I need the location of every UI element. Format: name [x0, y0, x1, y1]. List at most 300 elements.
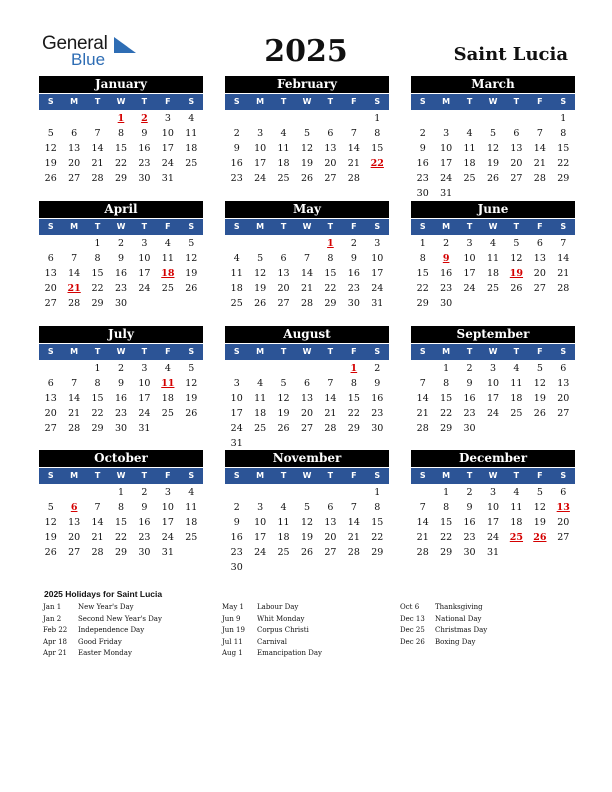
- weekday-label: M: [442, 222, 451, 231]
- holiday-column: [43, 602, 162, 660]
- month-name: October: [39, 450, 203, 467]
- day-cell: 5: [47, 128, 54, 139]
- day-cell: 24: [440, 173, 453, 184]
- day-cell: 1: [374, 113, 381, 124]
- month-name: June: [411, 201, 575, 218]
- day-cell: 26: [277, 423, 290, 434]
- day-cell: 28: [347, 547, 360, 558]
- day-cell: 19: [533, 517, 546, 528]
- day-cell: 29: [114, 547, 128, 558]
- day-cell: 23: [463, 532, 476, 543]
- day-cell: 26: [510, 283, 523, 294]
- day-cell: 23: [138, 158, 151, 169]
- day-cell: 2: [350, 238, 357, 249]
- day-cell: 25: [277, 547, 290, 558]
- day-cell: 10: [371, 253, 384, 264]
- day-cell: 18: [161, 393, 174, 404]
- day-cell: 11: [510, 378, 523, 389]
- day-cell: 23: [138, 532, 151, 543]
- day-cell: 7: [71, 378, 78, 389]
- day-grid: [411, 236, 575, 311]
- month-february: [225, 76, 389, 186]
- day-cell: 6: [513, 128, 520, 139]
- weekday-label: T: [280, 97, 287, 106]
- month-name: September: [411, 326, 575, 343]
- day-cell: 17: [486, 393, 500, 404]
- weekday-label: T: [513, 471, 520, 480]
- empty-cell: [272, 485, 295, 500]
- weekday-label: W: [116, 471, 126, 480]
- holiday-name: Second New Year's Day: [78, 614, 162, 623]
- holiday-name: Good Friday: [78, 637, 122, 646]
- day-cell: 12: [185, 253, 198, 264]
- holiday-date: Dec 26: [400, 637, 425, 646]
- weekday-label: F: [351, 347, 357, 356]
- empty-cell: [225, 485, 248, 500]
- day-cell: 27: [277, 298, 290, 309]
- day-cell: 15: [371, 517, 384, 528]
- holiday-row: [222, 637, 322, 649]
- empty-cell: [481, 111, 504, 126]
- day-cell: 24: [254, 173, 267, 184]
- day-cell: 9: [419, 143, 426, 154]
- day-cell: 4: [188, 487, 195, 498]
- day-cell: 5: [513, 238, 520, 249]
- day-cell: 7: [303, 253, 311, 264]
- day-cell: 8: [117, 128, 125, 139]
- month-december: [411, 450, 575, 560]
- day-cell: 28: [557, 283, 570, 294]
- day-cell: 2: [419, 128, 426, 139]
- day-cell: 9: [141, 502, 148, 513]
- day-cell: 17: [138, 393, 151, 404]
- day-cell: 21: [416, 532, 429, 543]
- weekday-label: T: [141, 222, 148, 231]
- day-cell: 8: [374, 128, 381, 139]
- weekday-label: M: [70, 222, 79, 231]
- day-cell: 15: [114, 143, 128, 154]
- empty-cell: [411, 361, 434, 376]
- holiday-date: Feb 22: [43, 626, 68, 634]
- day-cell: 6: [71, 128, 78, 139]
- weekday-label: T: [466, 97, 473, 106]
- day-cell: 13: [44, 393, 57, 404]
- weekday-label: S: [419, 347, 426, 356]
- day-cell: 12: [185, 378, 198, 389]
- day-cell: 2: [117, 238, 125, 249]
- day-cell: 5: [489, 128, 497, 139]
- holiday-column: [222, 602, 322, 660]
- day-cell: 25: [277, 173, 290, 184]
- holiday-date: Dec 25: [400, 626, 425, 634]
- weekday-label: S: [560, 471, 567, 480]
- day-cell: 13: [68, 517, 81, 528]
- holiday-date: Oct 6: [400, 603, 420, 611]
- weekday-label: T: [280, 347, 287, 356]
- day-cell: 19: [254, 283, 267, 294]
- empty-cell: [39, 236, 62, 251]
- holiday-date: Dec 13: [400, 614, 425, 623]
- weekday-header: [411, 344, 575, 360]
- day-cell: 24: [161, 532, 174, 543]
- weekday-label: F: [351, 97, 357, 106]
- weekday-label: F: [165, 222, 171, 231]
- day-cell: 20: [324, 532, 337, 543]
- day-cell: 12: [277, 393, 290, 404]
- day-cell: 18: [510, 393, 523, 404]
- day-cell: 5: [257, 253, 264, 264]
- weekday-label: T: [513, 97, 520, 106]
- day-cell: 15: [347, 393, 360, 404]
- day-cell: 6: [560, 363, 567, 374]
- day-cell: 9: [233, 143, 240, 154]
- holiday-row: [222, 602, 322, 614]
- weekday-label: S: [560, 347, 567, 356]
- month-name: April: [39, 201, 203, 218]
- day-cell: 26: [254, 298, 267, 309]
- empty-cell: [319, 361, 342, 376]
- day-cell: 28: [91, 173, 104, 184]
- day-cell: 8: [443, 502, 450, 513]
- day-cell: 5: [188, 238, 195, 249]
- day-cell: 17: [138, 268, 151, 279]
- empty-cell: [272, 236, 295, 251]
- month-name: January: [39, 76, 203, 93]
- holiday-date: May 1: [222, 603, 244, 611]
- day-cell: 28: [300, 298, 314, 309]
- holiday-name: National Day: [435, 614, 482, 623]
- weekday-label: M: [70, 347, 79, 356]
- day-cell: 26: [185, 283, 198, 294]
- holiday-day-cell: 26: [533, 532, 547, 543]
- holiday-column: [400, 602, 487, 648]
- weekday-label: W: [302, 471, 312, 480]
- month-name: December: [411, 450, 575, 467]
- weekday-label: W: [302, 97, 312, 106]
- empty-cell: [342, 485, 365, 500]
- day-cell: 12: [533, 378, 546, 389]
- holiday-row: [43, 625, 162, 637]
- day-cell: 21: [347, 158, 360, 169]
- day-cell: 4: [513, 487, 520, 498]
- day-cell: 15: [440, 393, 453, 404]
- day-cell: 1: [94, 238, 101, 249]
- day-cell: 18: [277, 532, 290, 543]
- holiday-name: Emancipation Day: [257, 649, 322, 657]
- weekday-label: T: [327, 347, 334, 356]
- day-cell: 7: [327, 378, 334, 389]
- day-cell: 22: [371, 532, 384, 543]
- weekday-label: T: [94, 347, 101, 356]
- holiday-day-cell: 2: [141, 113, 148, 124]
- weekday-label: T: [466, 347, 473, 356]
- day-cell: 18: [185, 143, 198, 154]
- holiday-day-cell: 11: [161, 378, 175, 389]
- day-cell: 25: [463, 173, 476, 184]
- weekday-label: S: [560, 222, 567, 231]
- day-cell: 23: [416, 173, 429, 184]
- holiday-row: [43, 648, 162, 660]
- day-cell: 20: [324, 158, 337, 169]
- weekday-label: F: [165, 97, 171, 106]
- day-cell: 15: [416, 268, 429, 279]
- holiday-day-cell: 1: [327, 238, 334, 249]
- day-cell: 15: [324, 268, 337, 279]
- day-cell: 10: [486, 502, 500, 513]
- day-cell: 14: [347, 517, 360, 528]
- day-cell: 5: [303, 502, 311, 513]
- day-cell: 12: [510, 253, 523, 264]
- holiday-row: [400, 625, 487, 637]
- day-cell: 14: [68, 268, 81, 279]
- day-cell: 28: [347, 173, 360, 184]
- empty-cell: [225, 236, 248, 251]
- day-cell: 5: [536, 363, 543, 374]
- day-cell: 14: [68, 393, 81, 404]
- weekday-header: [225, 344, 389, 360]
- day-cell: 19: [44, 158, 57, 169]
- day-grid: [39, 236, 203, 311]
- weekday-label: W: [302, 347, 312, 356]
- day-cell: 21: [533, 158, 546, 169]
- day-cell: 8: [374, 502, 381, 513]
- day-cell: 10: [138, 253, 151, 264]
- day-cell: 9: [466, 378, 473, 389]
- day-cell: 3: [233, 378, 240, 389]
- day-cell: 9: [374, 378, 381, 389]
- day-cell: 17: [254, 532, 267, 543]
- day-cell: 3: [257, 502, 264, 513]
- holiday-name: Christmas Day: [435, 626, 488, 634]
- holiday-date: Jun 19: [222, 626, 245, 634]
- empty-cell: [62, 361, 85, 376]
- day-cell: 22: [416, 283, 429, 294]
- weekday-header: [39, 94, 203, 110]
- day-cell: 25: [161, 283, 174, 294]
- day-cell: 17: [161, 143, 174, 154]
- day-cell: 17: [161, 517, 174, 528]
- day-cell: 27: [44, 298, 57, 309]
- day-cell: 12: [486, 143, 500, 154]
- month-august: [225, 326, 389, 451]
- day-cell: 3: [374, 238, 381, 249]
- weekday-header: [39, 219, 203, 235]
- day-cell: 30: [347, 298, 360, 309]
- day-cell: 24: [486, 532, 500, 543]
- weekday-label: F: [351, 222, 357, 231]
- day-cell: 31: [138, 423, 151, 434]
- day-cell: 5: [280, 378, 287, 389]
- day-cell: 14: [416, 517, 429, 528]
- weekday-label: M: [256, 347, 265, 356]
- weekday-label: T: [94, 97, 101, 106]
- weekday-label: M: [256, 222, 265, 231]
- month-november: [225, 450, 389, 575]
- empty-cell: [295, 236, 318, 251]
- day-cell: 7: [71, 253, 78, 264]
- day-cell: 24: [230, 423, 243, 434]
- empty-cell: [458, 111, 481, 126]
- weekday-label: T: [513, 347, 520, 356]
- day-cell: 3: [489, 487, 497, 498]
- weekday-label: M: [442, 471, 451, 480]
- holiday-date: Jan 2: [43, 614, 62, 623]
- day-grid: [39, 111, 203, 186]
- day-cell: 1: [443, 487, 450, 498]
- weekday-label: T: [466, 222, 473, 231]
- day-cell: 14: [91, 517, 104, 528]
- day-cell: 17: [254, 158, 267, 169]
- weekday-label: W: [116, 97, 126, 106]
- day-cell: 14: [324, 393, 337, 404]
- month-name: August: [225, 326, 389, 343]
- day-cell: 20: [44, 283, 57, 294]
- day-cell: 24: [486, 408, 500, 419]
- day-cell: 24: [463, 283, 476, 294]
- day-cell: 13: [510, 143, 523, 154]
- day-cell: 30: [440, 298, 453, 309]
- day-cell: 12: [533, 502, 546, 513]
- day-cell: 6: [536, 238, 543, 249]
- empty-cell: [434, 111, 457, 126]
- day-cell: 10: [138, 378, 151, 389]
- month-name: July: [39, 326, 203, 343]
- day-cell: 23: [463, 408, 476, 419]
- day-cell: 26: [300, 173, 314, 184]
- day-cell: 27: [44, 423, 57, 434]
- month-september: [411, 326, 575, 436]
- holiday-day-cell: 9: [442, 253, 450, 264]
- day-cell: 1: [94, 363, 101, 374]
- day-cell: 29: [91, 423, 104, 434]
- day-cell: 22: [91, 408, 104, 419]
- empty-cell: [86, 111, 109, 126]
- holiday-date: Apr 21: [43, 649, 68, 657]
- day-cell: 3: [443, 128, 450, 139]
- day-cell: 21: [91, 158, 104, 169]
- holiday-name: New Year's Day: [78, 603, 134, 611]
- day-cell: 21: [300, 283, 314, 294]
- day-cell: 18: [486, 268, 500, 279]
- empty-cell: [319, 485, 342, 500]
- day-cell: 15: [557, 143, 570, 154]
- weekday-label: S: [47, 347, 54, 356]
- day-cell: 3: [141, 363, 148, 374]
- day-cell: 7: [536, 128, 543, 139]
- day-cell: 10: [486, 378, 500, 389]
- day-cell: 30: [138, 173, 151, 184]
- weekday-label: W: [488, 347, 498, 356]
- day-cell: 8: [443, 378, 450, 389]
- day-cell: 11: [161, 253, 174, 264]
- logo: [42, 33, 142, 73]
- weekday-label: S: [188, 97, 195, 106]
- day-cell: 7: [350, 128, 357, 139]
- day-cell: 7: [94, 128, 101, 139]
- day-cell: 30: [463, 423, 476, 434]
- weekday-label: M: [256, 471, 265, 480]
- day-cell: 8: [117, 502, 125, 513]
- day-cell: 21: [347, 532, 360, 543]
- weekday-label: M: [442, 97, 451, 106]
- holiday-day-cell: 1: [350, 363, 358, 374]
- day-cell: 20: [44, 408, 57, 419]
- day-cell: 27: [324, 173, 337, 184]
- day-cell: 10: [161, 502, 174, 513]
- day-cell: 4: [489, 238, 497, 249]
- holiday-name: Corpus Christi: [257, 626, 309, 634]
- day-cell: 25: [185, 532, 198, 543]
- empty-cell: [62, 236, 85, 251]
- day-cell: 24: [138, 408, 151, 419]
- day-grid: [411, 485, 575, 560]
- day-cell: 20: [533, 268, 546, 279]
- month-june: [411, 201, 575, 311]
- month-october: [39, 450, 203, 560]
- empty-cell: [225, 111, 248, 126]
- empty-cell: [342, 111, 365, 126]
- day-cell: 29: [557, 173, 570, 184]
- day-cell: 16: [463, 393, 476, 404]
- day-cell: 27: [533, 283, 546, 294]
- day-cell: 19: [277, 408, 290, 419]
- day-cell: 4: [164, 238, 171, 249]
- weekday-label: M: [256, 97, 265, 106]
- day-cell: 3: [141, 238, 148, 249]
- day-cell: 8: [94, 378, 101, 389]
- day-cell: 27: [68, 173, 81, 184]
- day-cell: 19: [533, 393, 546, 404]
- month-july: [39, 326, 203, 436]
- day-cell: 7: [94, 502, 101, 513]
- day-cell: 29: [416, 298, 429, 309]
- weekday-label: W: [116, 347, 126, 356]
- weekday-label: S: [233, 471, 240, 480]
- day-cell: 28: [533, 173, 546, 184]
- holiday-row: [222, 648, 322, 660]
- month-march: [411, 76, 575, 201]
- day-cell: 6: [560, 487, 567, 498]
- month-name: November: [225, 450, 389, 467]
- day-cell: 6: [327, 502, 334, 513]
- holiday-row: [222, 625, 322, 637]
- empty-cell: [86, 485, 109, 500]
- weekday-label: S: [188, 471, 195, 480]
- day-cell: 21: [416, 408, 429, 419]
- day-cell: 14: [347, 143, 360, 154]
- day-cell: 26: [44, 547, 57, 558]
- day-cell: 16: [371, 393, 384, 404]
- day-cell: 27: [68, 547, 81, 558]
- day-cell: 18: [463, 158, 476, 169]
- day-cell: 28: [68, 423, 81, 434]
- day-cell: 28: [91, 547, 104, 558]
- weekday-label: T: [141, 347, 148, 356]
- day-cell: 18: [254, 408, 267, 419]
- day-cell: 31: [440, 188, 453, 199]
- weekday-header: [39, 344, 203, 360]
- day-cell: 4: [257, 378, 264, 389]
- empty-cell: [225, 361, 248, 376]
- day-cell: 28: [324, 423, 337, 434]
- day-cell: 22: [91, 283, 104, 294]
- weekday-label: S: [560, 97, 567, 106]
- weekday-label: S: [374, 222, 381, 231]
- day-cell: 15: [371, 143, 384, 154]
- day-cell: 16: [138, 517, 151, 528]
- day-cell: 13: [44, 268, 57, 279]
- day-cell: 26: [533, 408, 546, 419]
